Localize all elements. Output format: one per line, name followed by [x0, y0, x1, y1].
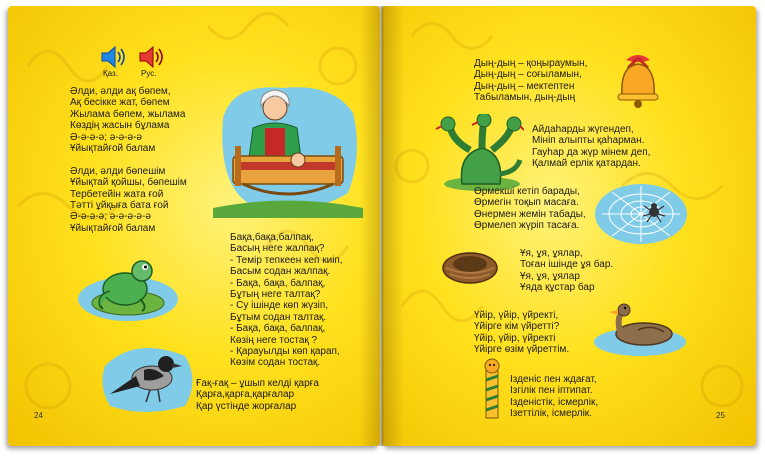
duck-illustration — [592, 302, 688, 358]
poem-line: Көздің жасын бұлама — [70, 120, 170, 132]
poem-line: Қар үстінде жорғалар — [196, 400, 297, 412]
poem-line: Айдаһарды жүгендеп, — [532, 124, 634, 135]
poem-line: Ұя, ұя, ұялар, — [520, 248, 583, 259]
speaker-russian-label: Рус. — [141, 69, 157, 78]
mother-cradle-illustration — [213, 78, 363, 218]
poem-line: Тәтті ұйқыға бата ғой — [70, 199, 169, 211]
poem-line: Өрмегін тоқып масаға. — [474, 197, 579, 209]
poem-line: Өрмелеп жүріп тасаға. — [474, 220, 580, 232]
speaker-kazakh-icon[interactable] — [100, 46, 126, 68]
poem-line: Ізеттілік, ісмерлік. — [510, 408, 592, 420]
poem-line: Өнермен жемін табады, — [474, 208, 586, 220]
poem-line: Үйір, үйір, үйректі, — [474, 310, 559, 321]
poem-line: Қалмай ерлік қатардан. — [532, 158, 641, 170]
poem-line: Әлди, әлди бөпешім — [70, 165, 166, 177]
frog-poem — [230, 232, 343, 369]
poem-line: Үйірге өзім үйреттім. — [474, 344, 570, 356]
totem-pole-illustration — [480, 358, 504, 420]
poem-line: - Қарауылды көп қарап, — [230, 345, 340, 357]
spider-web-illustration — [594, 182, 688, 246]
spider-poem — [474, 186, 586, 232]
poem-line: Ғақ-ғақ – ұшып келді қарға — [196, 378, 319, 389]
poem-line: Тербетейін жата ғой — [70, 188, 164, 200]
poem-line: Көзің неге тостақ ? — [230, 334, 318, 346]
duck-poem — [474, 310, 569, 356]
poem-line: Үйірге кім үйретті? — [474, 321, 560, 333]
poem-line: Өрмекші кетіп барады, — [474, 186, 580, 197]
poem-line: Көзім содан тостақ. — [230, 357, 321, 369]
poem-line: Қарға,қарға,қарғалар — [196, 389, 295, 401]
poem-line: - Бақа, бақа, балпақ, — [230, 323, 326, 335]
bell-illustration — [608, 52, 668, 110]
poem-line: - Бақа, бақа, балпақ, — [230, 277, 326, 289]
poem-line: Ә-ә-ә-ә; ә-ә-ә-ә-ә — [70, 211, 151, 223]
poem-line: Жылама бөпем, жылама — [70, 108, 186, 120]
frog-illustration — [70, 251, 180, 326]
poem-line: Ұйықтай қойшы, бөпешім — [70, 177, 187, 189]
dragon-illustration — [434, 114, 524, 192]
poem-line: Дың-дың – мектептен — [474, 80, 575, 92]
stanza-gap — [70, 154, 187, 165]
page-number-left: 24 — [34, 411, 43, 420]
poem-line: Басым содан жалпақ. — [230, 266, 331, 278]
speaker-russian-icon[interactable] — [138, 46, 164, 68]
poem-line: Мініп алыпты қаһарман. — [532, 135, 645, 147]
poem-line: Ұя, ұя, ұялар — [520, 270, 580, 282]
book-spread — [8, 6, 756, 446]
poem-line: Дың-дың – соғыламын, — [474, 69, 582, 81]
bell-poem — [474, 58, 587, 104]
poem-line: Басың неге жалпақ? — [230, 243, 325, 255]
poem-line: Дың-дың – қоңыраумын, — [474, 58, 588, 69]
right-page — [382, 6, 756, 446]
nest-illustration — [440, 246, 500, 286]
lullaby-poem — [70, 86, 187, 234]
speaker-kazakh-label: Қаз. — [103, 69, 118, 78]
nest-poem — [520, 248, 613, 294]
poem-line: Бақа,бақа,балпақ, — [230, 232, 314, 243]
poem-line: Әлди, әлди ақ бөпем, — [70, 86, 171, 97]
poem-line: Ізгілік пен іптипат. — [510, 385, 593, 397]
dragon-poem — [532, 124, 650, 170]
poem-line: Ізденістік, ісмерлік, — [510, 396, 599, 408]
poem-line: - Су ішінде көп жүзіп, — [230, 300, 329, 312]
poem-line: Ә-ә-ә-ә; ә-ә-ә-ә — [70, 131, 142, 143]
totem-poem — [510, 374, 598, 420]
poem-line: Гауһар да жүр мінем деп, — [532, 146, 651, 158]
poem-line: Бұтың неге талтақ? — [230, 288, 321, 300]
left-page — [8, 6, 380, 446]
poem-line: Ұйықтайғой балам — [70, 222, 156, 234]
poem-line: Ізденіс пен ждағат, — [510, 374, 597, 385]
crow-illustration — [100, 336, 200, 416]
poem-line: Бұтым содан талтақ. — [230, 311, 327, 323]
poem-line: Тоған ішінде ұя бар. — [520, 259, 614, 271]
poem-line: Үйір, үйір, үйректі — [474, 332, 556, 344]
poem-line: Табыламын, дың-дың — [474, 92, 576, 104]
poem-line: Ұйықтайғой балам — [70, 142, 156, 154]
page-number-right: 25 — [716, 411, 725, 420]
poem-line: Ұяда құстар бар — [520, 282, 595, 294]
crow-poem — [196, 378, 319, 412]
poem-line: Ақ бесікке жат, бөпем — [70, 97, 170, 109]
poem-line: - Темір тепкеен кеп киіп, — [230, 254, 343, 266]
